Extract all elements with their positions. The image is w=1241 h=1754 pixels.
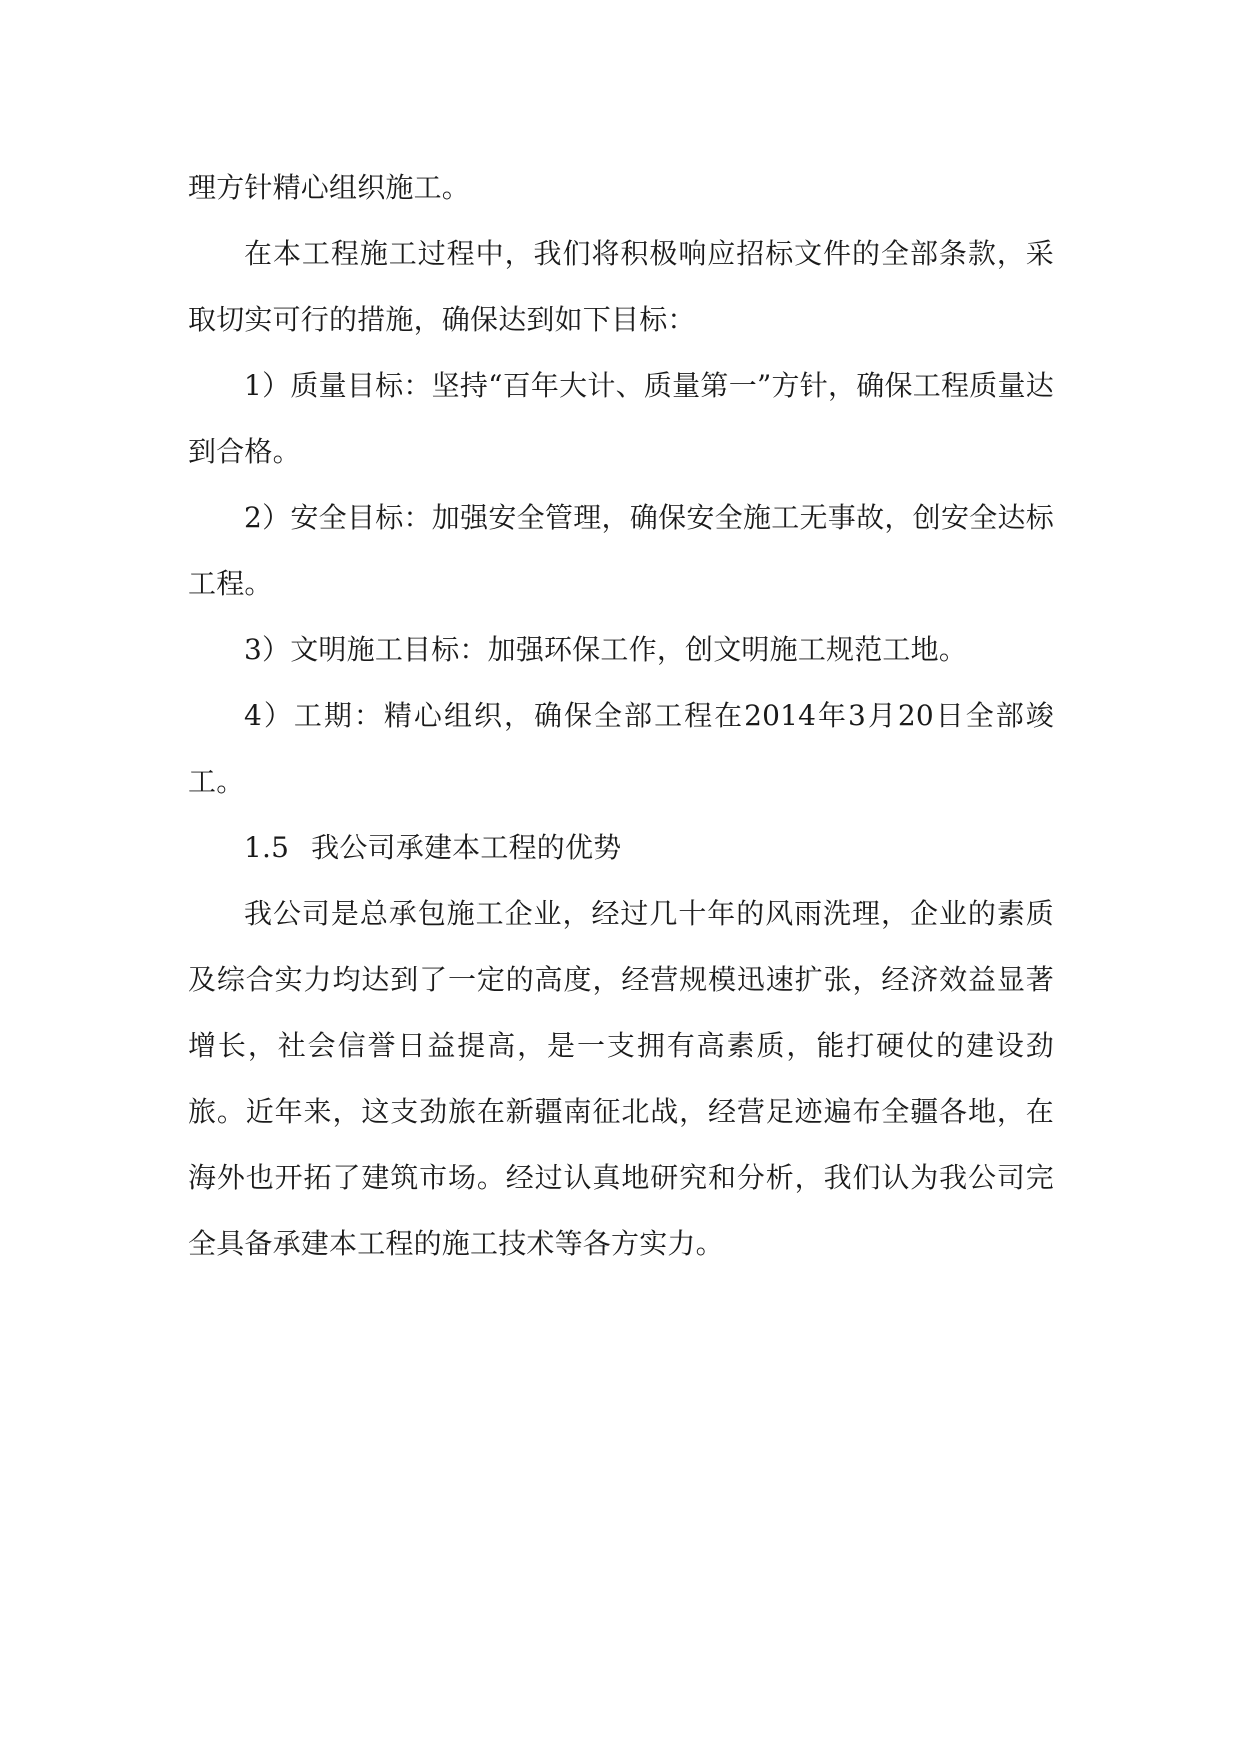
paragraph-quality-goal: 1）质量目标：坚持“百年大计、质量第一”方针，确保工程质量达到合格。	[188, 369, 1054, 468]
paragraph-safety-goal: 2）安全目标：加强安全管理，确保安全施工无事故，创安全达标工程。	[188, 501, 1054, 600]
paragraph-continuation: 理方针精心组织施工。	[188, 171, 471, 204]
section-heading	[188, 815, 1054, 881]
paragraph-civilized-goal: 3）文明施工目标：加强环保工作，创文明施工规范工地。	[244, 633, 968, 666]
section-number: 1.5	[244, 831, 290, 864]
paragraph-schedule-goal: 4）工期：精心组织，确保全部工程在2014年3月20日全部竣工。	[188, 699, 1054, 798]
paragraph-company-advantages: 我公司是总承包施工企业，经过几十年的风雨洗理，企业的素质及综合实力均达到了一定的高度，经营规模迅速扩张，经济效益显著增长，社会信誉日益提高，是一支拥有高素质，能打硬仗的建设劲旅。近年来，这支劲旅在新疆南征北战，经营足迹遍布全疆各地，在海外也开拓了建筑市场。经过认真地研究和分析，我们认为我公司完全具备承建本工程的施工技术等各方实力。	[188, 897, 1054, 1260]
paragraph-intro: 在本工程施工过程中，我们将积极响应招标文件的全部条款，采取切实可行的措施，确保达到如下目标：	[188, 237, 1054, 336]
document-body	[188, 155, 1054, 1277]
section-title: 我公司承建本工程的优势	[311, 831, 622, 864]
